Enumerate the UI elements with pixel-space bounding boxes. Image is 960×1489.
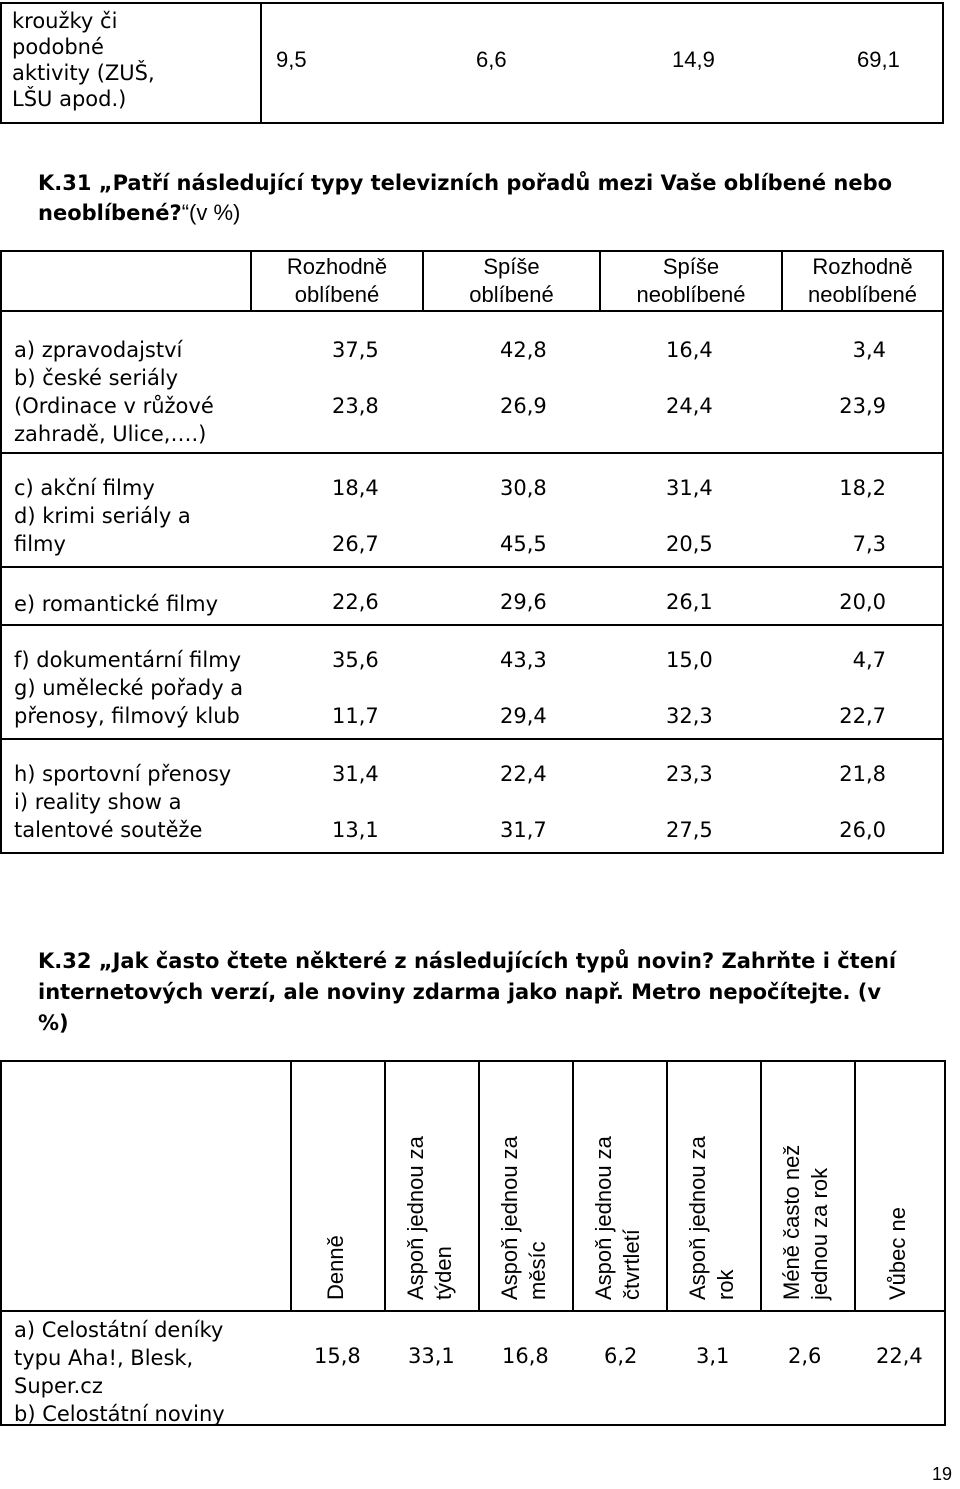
header-blank (1, 251, 251, 311)
row-group (1, 311, 943, 453)
row-values: 35,6 43,3 15,0 4,7 (332, 648, 886, 672)
row-values: 15,8 33,1 16,8 6,2 3,1 2,6 22,4 (314, 1344, 923, 1368)
row-label (1, 3, 261, 123)
row-label: e) romantické filmy (14, 592, 219, 616)
label-line: aktivity (ZUŠ, (12, 61, 155, 85)
row-label: f) dokumentární filmy g) umělecké pořady a přenosy, filmový klub (14, 648, 244, 728)
k32-heading (38, 946, 958, 1039)
row-values: 18,4 30,8 31,4 18,2 (332, 476, 886, 500)
value-cell: 14,9 (672, 47, 715, 72)
header-row (1, 1061, 945, 1311)
col-header: Rozhodně oblíbené (251, 251, 423, 311)
table-row-group (1, 625, 943, 739)
k32-table (0, 1060, 946, 1426)
row-label: h) sportovní přenosy i) reality show a talentové soutěže (14, 762, 232, 842)
row-label: a) Celostátní deníky typu Aha!, Blesk, Super.cz b) Celostátní noviny (14, 1318, 225, 1426)
row-group (1, 625, 943, 739)
col-header: Aspoň jednou za měsíc (479, 1061, 573, 1311)
value-cell: 6,6 (476, 47, 507, 72)
col-header: Aspoň jednou za čtvrtletí (573, 1061, 667, 1311)
col-header: Vůbec ne (855, 1061, 945, 1311)
table-row-group (1, 311, 943, 453)
col-header: Spíše neoblíbené (600, 251, 782, 311)
k32-heading-line3: %) (38, 1011, 69, 1035)
header-row (1, 251, 943, 311)
col-header: Rozhodně neoblíbené (782, 251, 943, 311)
value-cell: 69,1 (857, 47, 900, 72)
table-row (1, 1311, 945, 1425)
label-line: LŠU apod.) (12, 87, 127, 111)
table-row-group (1, 453, 943, 567)
row-group (1, 453, 943, 567)
row-values: 11,7 29,4 32,3 22,7 (332, 704, 886, 728)
row-values (261, 3, 943, 123)
row-group (1, 1311, 945, 1425)
value-cell: 9,5 (276, 47, 307, 72)
table-row (1, 3, 943, 123)
k31-heading-line2 (38, 198, 958, 228)
top-table (0, 2, 944, 124)
k31-heading-bold: neoblíbené? (38, 201, 182, 225)
page-number: 19 (932, 1464, 953, 1484)
row-values: 22,6 29,6 26,1 20,0 (332, 590, 886, 614)
k31-heading-rest: “(v %) (181, 200, 241, 225)
row-values: 23,8 26,9 24,4 23,9 (332, 394, 886, 418)
row-label: a) zpravodajství b) české seriály (Ordinace v růžové zahradě, Ulice,….) (14, 338, 214, 446)
k32-heading-line2: internetových verzí, ale noviny zdarma jako např. Metro nepočítejte. (v (38, 980, 882, 1004)
col-header: Aspoň jednou za rok (667, 1061, 761, 1311)
row-group (1, 567, 943, 625)
k31-heading (38, 168, 958, 228)
col-header: Méně často než jednou za rok (761, 1061, 855, 1311)
col-header: Spíše oblíbené (423, 251, 600, 311)
row-values: 26,7 45,5 20,5 7,3 (332, 532, 886, 556)
table-row-group (1, 567, 943, 625)
row-label: c) akční filmy d) krimi seriály a filmy (14, 476, 191, 556)
table-row-group (1, 739, 943, 853)
col-header: Aspoň jednou za týden (385, 1061, 479, 1311)
k31-heading-line1: K.31 „Patří následující typy televizních pořadů mezi Vaše oblíbené nebo (38, 171, 893, 195)
header-blank (1, 1061, 291, 1311)
k31-table (0, 250, 944, 854)
k32-heading-line1: K.32 „Jak často čtete některé z následujících typů novin? Zahrňte i čtení (38, 949, 897, 973)
row-values: 31,4 22,4 23,3 21,8 (332, 762, 886, 786)
col-header: Denně (291, 1061, 385, 1311)
row-values: 13,1 31,7 27,5 26,0 (332, 818, 886, 842)
label-line: podobné (12, 35, 104, 59)
row-values: 37,5 42,8 16,4 3,4 (332, 338, 886, 362)
label-line: kroužky či (12, 9, 118, 33)
row-group (1, 739, 943, 853)
